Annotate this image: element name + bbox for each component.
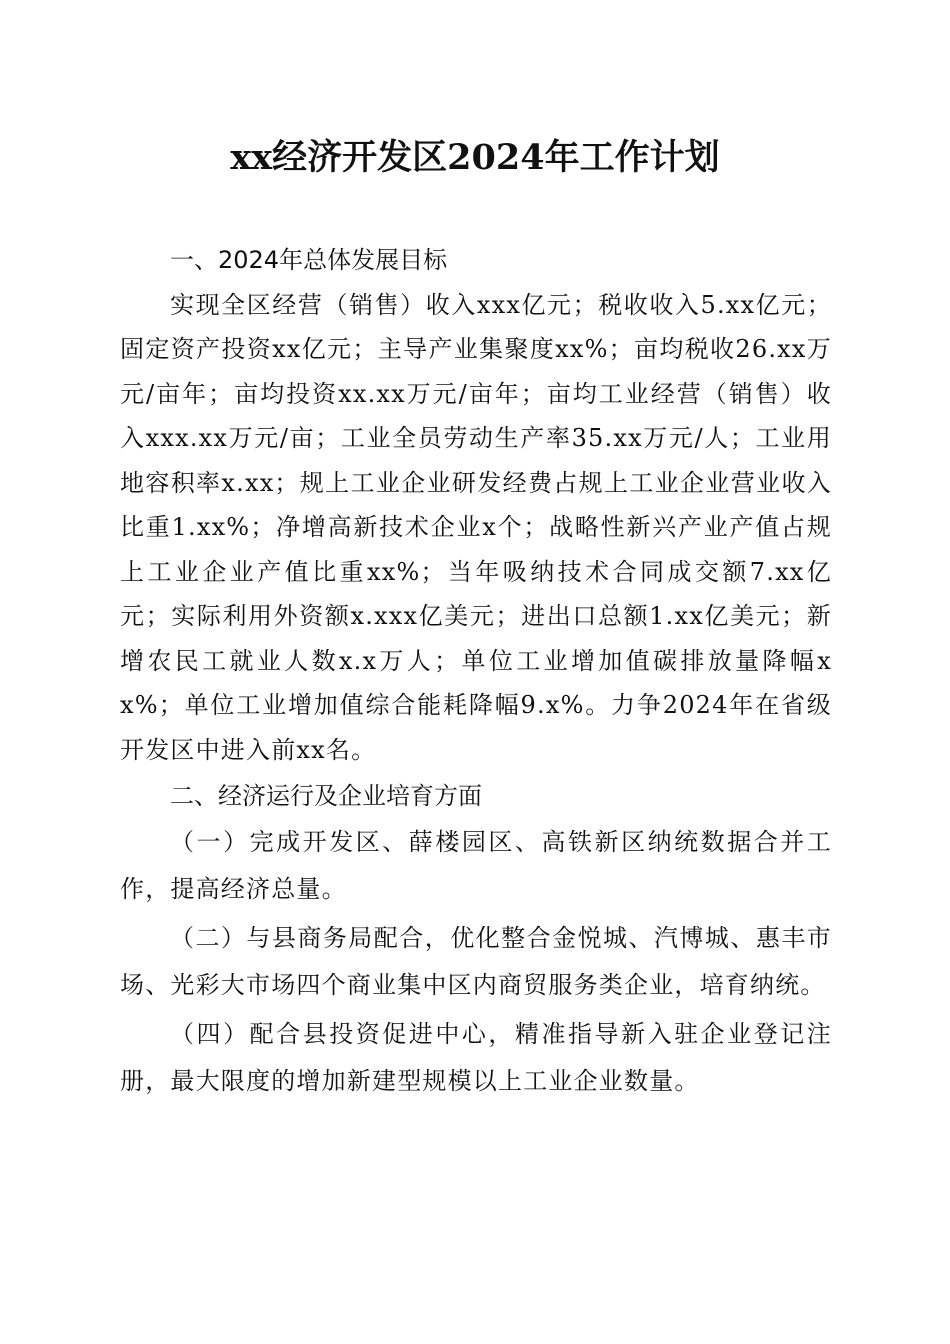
economy-paragraph-2: （二）与县商务局配合，优化整合金悦城、汽博城、惠丰市场、光彩大市场四个商业集中区内商贸服务类企业，培育纳统。	[120, 923, 832, 999]
section-heading-economy: 二、经济运行及企业培育方面	[170, 782, 482, 810]
economy-paragraph-4: （四）配合县投资促进中心，精准指导新入驻企业登记注册，最大限度的增加新建型规模以上工业企业数量。	[120, 1019, 832, 1095]
document-title: xx经济开发区2024年工作计划	[230, 137, 720, 178]
economy-paragraph-1: （一）完成开发区、薛楼园区、高铁新区纳统数据合并工作，提高经济总量。	[120, 827, 832, 903]
goals-paragraph: 实现全区经营（销售）收入xxx亿元；税收收入5.xx亿元；固定资产投资xx亿元；主导产业集聚度xx%；亩均税收26.xx万元/亩年；亩均投资xx.xx万元/亩年；亩均工业经营（销售）收入xxx.xx万元/亩；工业全员劳动生产率35.xx万元/人；工业用地容积率x.xx；规上工业企业研发经费占规上工业企业营业收入比重1.xx%；净增高新技术企业x个；战略性新兴产业产值占规上工业企业产值比重xx%；当年吸纳技术合同成交额7.xx亿元；实际利用外资额x.xxx亿美元；进出口总额1.xx亿美元；新增农民工就业人数x.x万人；单位工业增加值碳排放量降幅xx%；单位工业增加值综合能耗降幅9.x%。力争2024年在省级开发区中进入前xx名。	[120, 290, 832, 764]
section-heading-goals: 一、2024年总体发展目标	[170, 246, 448, 274]
document-body	[120, 238, 832, 1105]
